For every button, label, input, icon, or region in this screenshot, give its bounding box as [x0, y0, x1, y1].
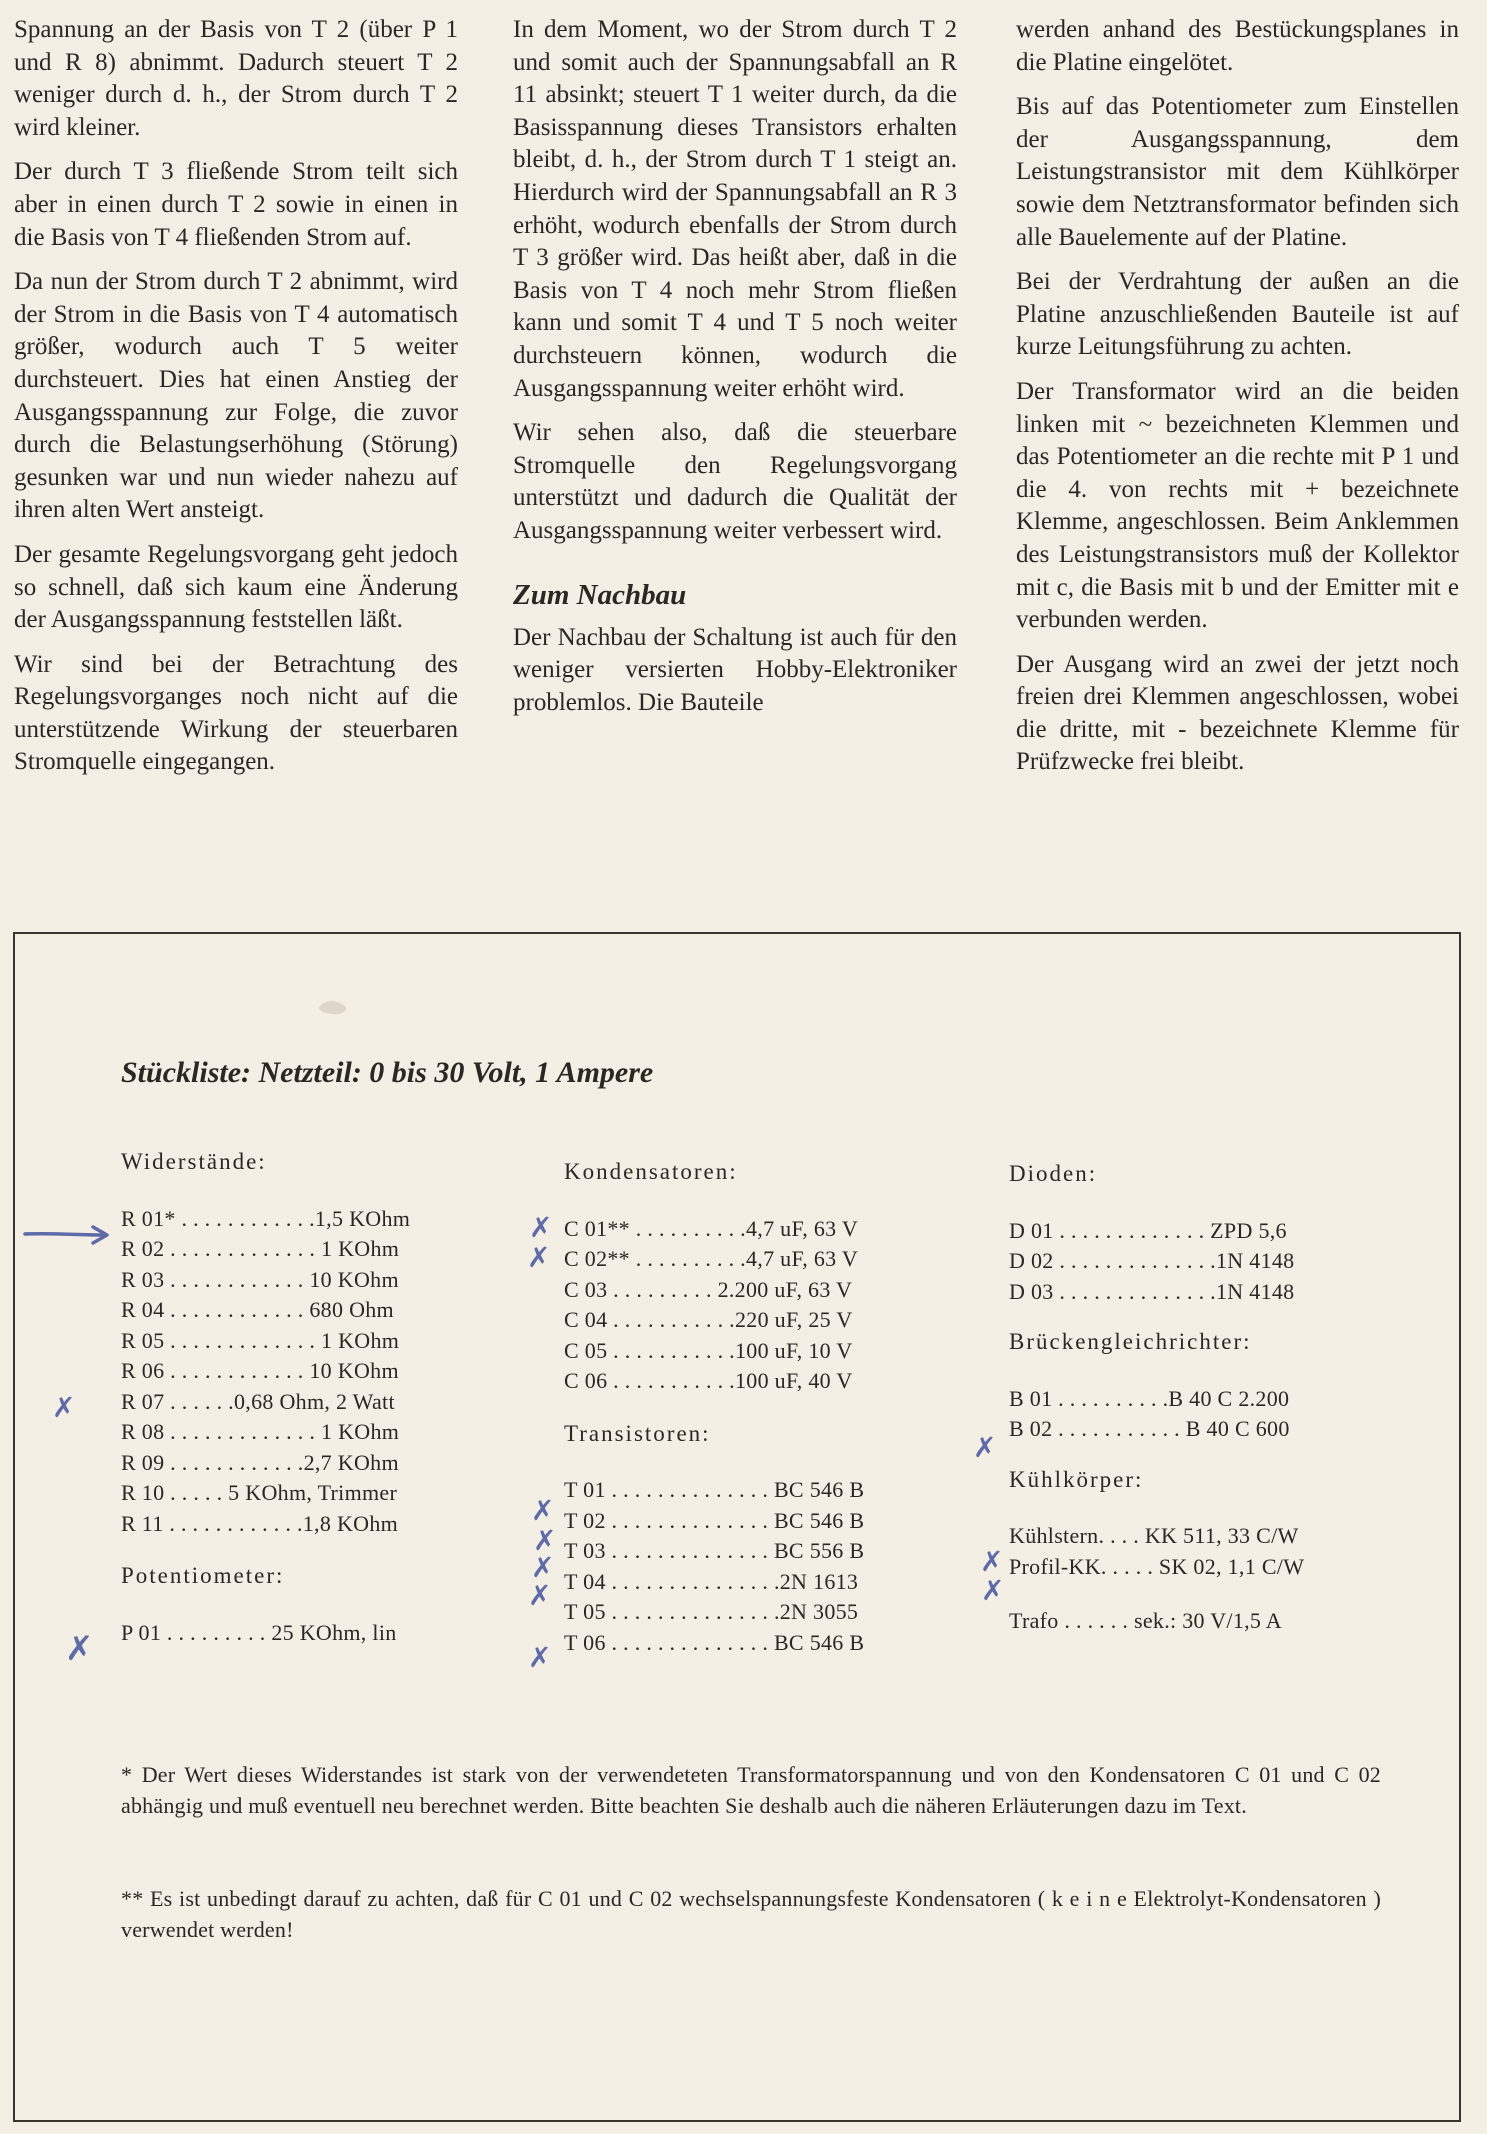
handwritten-check-mark: ✗ [528, 1641, 552, 1674]
handwritten-check-mark: ✗ [65, 1629, 94, 1669]
handwritten-check-mark: ✗ [528, 1579, 552, 1612]
list-item: R 05 . . . . . . . . . . . . . 1 KOhm [121, 1327, 400, 1353]
paragraph: Der durch T 3 fließende Strom teilt sich aber in einen durch T 2 sowie in einen in die Basis von T 4 fließenden Strom auf. [14, 158, 458, 251]
paragraph: Wir sind bei der Betrachtung des Regelungsvorganges noch nicht auf die unterstützende Wirkung der steuerbaren Stromquelle eingegangen. [14, 650, 458, 776]
paragraph: Spannung an der Basis von T 2 (über P 1 und R 8) abnimmt. Dadurch steuert T 2 weniger durch d. h., der Strom durch T 2 wird kleiner. [14, 16, 458, 141]
handwritten-check-mark: ✗ [531, 1494, 555, 1527]
list-item: T 01 . . . . . . . . . . . . . . BC 546 B [564, 1477, 865, 1502]
handwritten-arrow-icon [23, 1224, 113, 1246]
footnote-2: ** Es ist unbedingt darauf zu achten, daß für C 01 und C 02 wechselspannungsfeste Kondensatoren ( k e i n e Elektrolyt-Kondensatoren ) verwendet werden! [121, 1886, 1381, 1942]
list-item: R 10 . . . . . 5 KOhm, Trimmer [121, 1480, 398, 1505]
list-item: Kühlstern. . . . KK 511, 33 C/W [1009, 1523, 1299, 1548]
list-item: R 07 . . . . . .0,68 Ohm, 2 Watt [121, 1388, 395, 1414]
handwritten-check-mark: ✗ [980, 1545, 1004, 1578]
list-item: B 01 . . . . . . . . . .B 40 C 2.200 [1009, 1385, 1290, 1411]
list-item: R 04 . . . . . . . . . . . . 680 Ohm [121, 1297, 394, 1322]
list-item: C 03 . . . . . . . . . 2.200 uF, 63 V [564, 1276, 853, 1302]
paragraph: Bis auf das Potentiometer zum Einstellen der Ausgangsspannung, dem Leistungstransistor mit dem Kühlkörper sowie dem Netztransformator befinden sich alle Bauelemente auf der Platine. [1016, 93, 1459, 251]
list-item: T 05 . . . . . . . . . . . . . . .2N 3055 [564, 1599, 859, 1624]
list-item: T 06 . . . . . . . . . . . . . . BC 546 B [564, 1629, 865, 1655]
list-item: R 11 . . . . . . . . . . . .1,8 KOhm [121, 1510, 399, 1536]
section-heading: Zum Nachbau [513, 578, 687, 611]
parts-list-box [13, 932, 1461, 2122]
list-item: Profil-KK. . . . . SK 02, 1,1 C/W [1009, 1553, 1305, 1579]
paragraph: Der Ausgang wird an zwei der jetzt noch freien drei Klemmen angeschlossen, wobei die dritte, mit - bezeichnete Klemme für Prüfzwecke frei bleibt. [1016, 650, 1459, 776]
paragraph: Der Nachbau der Schaltung ist auch für den weniger versierten Hobby-Elektroniker problemlos. Die Bauteile [513, 623, 957, 716]
group-heading: Transistoren: [564, 1420, 711, 1446]
paragraph: Bei der Verdrahtung der außen an die Platine anzuschließenden Bauteile ist auf kurze Leitungsführung zu achten. [1016, 268, 1459, 361]
list-item: D 03 . . . . . . . . . . . . . .1N 4148 [1009, 1278, 1295, 1304]
handwritten-check-mark: ✗ [981, 1574, 1005, 1607]
list-item: R 06 . . . . . . . . . . . . 10 KOhm [121, 1358, 399, 1383]
text-column-1 [14, 14, 458, 791]
paragraph: In dem Moment, wo der Strom durch T 2 und somit auch der Spannungsabfall an R 11 absinkt; steuert T 1 weiter durch, da die Basisspannung dieses Transistors erhalten bleibt, d. h., der Strom durch T 1 steigt an. Hierdurch wird der Spannungsabfall an R 3 erhöht, wodurch ebenfalls der Strom durch T 3 größer wird. Das heißt aber, daß in die Basis von T 4 noch mehr Strom fließen kann und somit T 4 und T 5 noch weiter durchsteuern können, wodurch die Ausgangsspannung weiter erhöht wird. [513, 16, 957, 402]
list-item: D 01 . . . . . . . . . . . . . ZPD 5,6 [1009, 1217, 1287, 1243]
handwritten-check-mark: ✗ [533, 1524, 557, 1557]
group-heading: Widerstände: [121, 1149, 267, 1174]
list-item: R 09 . . . . . . . . . . . .2,7 KOhm [121, 1449, 399, 1475]
group-heading: Kühlkörper: [1009, 1466, 1144, 1492]
footnote-1: * Der Wert dieses Widerstandes ist stark von der verwendeteten Transformatorspannung und von den Kondensatoren C 01 und C 02 abhängig und muß eventuell neu berechnet werden. Bitte beachten Sie deshalb auch die näheren Erläuterungen dazu im Text. [121, 1762, 1381, 1818]
resistor-group [121, 1147, 410, 1648]
list-item: C 02** . . . . . . . . . .4,7 uF, 63 V [564, 1246, 859, 1271]
group-heading: Kondensatoren: [564, 1159, 738, 1184]
smudge-mark [315, 994, 355, 1020]
list-item: C 06 . . . . . . . . . . .100 uF, 40 V [564, 1368, 853, 1393]
handwritten-check-mark: ✗ [527, 1241, 551, 1274]
list-item: T 03 . . . . . . . . . . . . . . BC 556 B [564, 1538, 865, 1563]
handwritten-check-mark: ✗ [52, 1391, 76, 1424]
list-item: C 01** . . . . . . . . . .4,7 uF, 63 V [564, 1215, 859, 1241]
handwritten-check-mark: ✗ [529, 1211, 553, 1244]
group-heading: Brückengleichrichter: [1009, 1329, 1252, 1354]
group-heading: Dioden: [1009, 1161, 1098, 1186]
paragraph: werden anhand des Bestückungsplanes in die Platine eingelötet. [1016, 16, 1459, 76]
parts-list-title: Stückliste: Netzteil: 0 bis 30 Volt, 1 Ampere [121, 1056, 654, 1089]
list-item: T 02 . . . . . . . . . . . . . . BC 546 B [564, 1507, 865, 1533]
paragraph: Da nun der Strom durch T 2 abnimmt, wird der Strom in die Basis von T 4 automatisch größer, wodurch auch T 5 weiter durchsteuert. Dies hat einen Anstieg der Ausgangsspannung zur Folge, die zuvor durch die Belastungserhöhung (Störung) gesunken war und nun wieder nahezu auf ihren alten Wert ansteigt. [14, 268, 458, 524]
text-column-3 [1016, 14, 1459, 791]
capacitor-transistor-group [564, 1157, 864, 1658]
handwritten-check-mark: ✗ [531, 1551, 555, 1584]
list-item: R 01* . . . . . . . . . . . .1,5 KOhm [121, 1205, 411, 1231]
list-item: Trafo . . . . . . sek.: 30 V/1,5 A [1009, 1608, 1282, 1633]
list-item: P 01 . . . . . . . . . 25 KOhm, lin [121, 1619, 397, 1645]
list-item: C 04 . . . . . . . . . . .220 uF, 25 V [564, 1307, 853, 1332]
paragraph: Wir sehen also, daß die steuerbare Stromquelle den Regelungsvorgang unterstützt und dadurch die Qualität der Ausgangsspannung weiter verbessert wird. [513, 419, 957, 544]
list-item: B 02 . . . . . . . . . . . B 40 C 600 [1009, 1416, 1290, 1441]
list-item: D 02 . . . . . . . . . . . . . .1N 4148 [1009, 1248, 1295, 1273]
paragraph: Der gesamte Regelungsvorgang geht jedoch so schnell, daß sich kaum eine Änderung der Ausgangsspannung feststellen läßt. [14, 540, 458, 634]
list-item: R 03 . . . . . . . . . . . . 10 KOhm [121, 1266, 399, 1292]
list-item: C 05 . . . . . . . . . . .100 uF, 10 V [564, 1337, 853, 1363]
handwritten-check-mark: ✗ [973, 1431, 997, 1464]
text-column-2 [513, 14, 957, 731]
list-item: R 02 . . . . . . . . . . . . . 1 KOhm [121, 1236, 400, 1261]
group-heading: Potentiometer: [121, 1563, 285, 1588]
paragraph: Der Transformator wird an die beiden linken mit ~ bezeichneten Klemmen und das Potentiometer an die rechte mit P 1 und die 4. von rechts mit + bezeichnete Klemme, angeschlossen. Beim Anklemmen des Leistungstransistors muß der Kollektor mit c, die Basis mit b und der Emitter mit e verbunden werden. [1016, 377, 1459, 634]
list-item: T 04 . . . . . . . . . . . . . . .2N 1613 [564, 1568, 859, 1594]
list-item: R 08 . . . . . . . . . . . . . 1 KOhm [121, 1419, 400, 1444]
diode-rectifier-group [1009, 1159, 1304, 1637]
